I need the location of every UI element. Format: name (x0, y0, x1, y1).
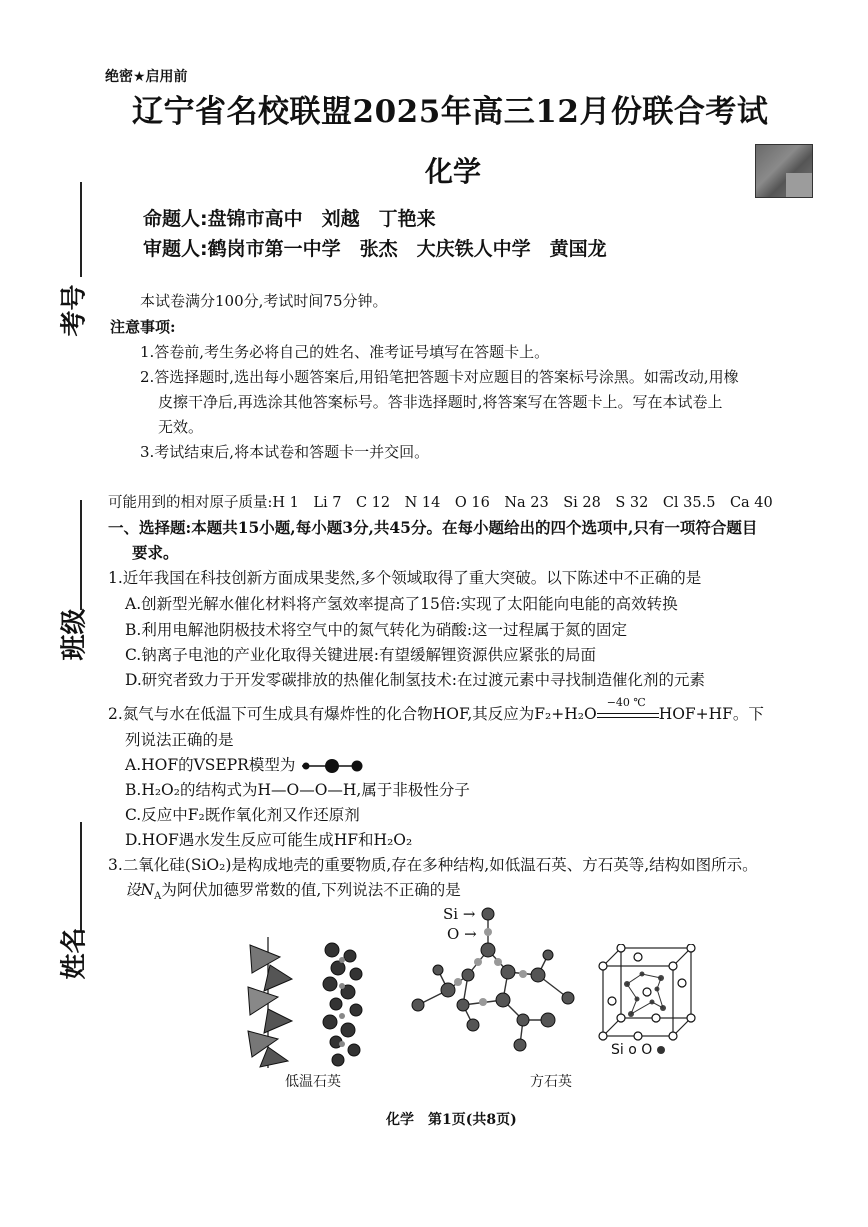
reaction-condition: −40 ℃ (606, 696, 646, 709)
reaction-arrow (597, 696, 659, 722)
name-line (80, 822, 82, 932)
exam-no-line (80, 182, 82, 277)
q3-stem-b-start: 设N (125, 881, 155, 899)
legend-o-dot (657, 1046, 665, 1054)
q1-stem: 1.近年我国在科技创新方面成果斐然,多个领域取得了重大突破。以下陈述中不正确的是 (108, 569, 702, 587)
q2-stem-start: 2.氮气与水在低温下可生成具有爆炸性的化合物HOF,其反应为F₂+H₂O (108, 705, 597, 723)
equals-bar-top (597, 713, 659, 714)
atomic-masses: 可能用到的相对原子质量:H 1 Li 7 C 12 N 14 O 16 Na 23 Si 28 S 32 Cl 35.5 Ca 40 (108, 495, 773, 511)
equals-bar-bottom (597, 717, 659, 718)
q1-option-c: C.钠离子电池的产业化取得关键进展:有望缓解锂资源供应紧张的局面 (125, 646, 596, 664)
q3-na-subscript: A (154, 891, 162, 903)
q2-stem-a (108, 696, 764, 724)
q2-option-d: D.HOF遇水发生反应可能生成HF和H₂O₂ (125, 831, 413, 849)
low-quartz-polyhedra (240, 935, 300, 1070)
notice-2a: 2.答选择题时,选出每小题答案后,用铅笔把答题卡对应题目的答案标号涂黑。如需改动,用橡 (140, 368, 739, 386)
legend-o: o O (628, 1042, 653, 1058)
q2-option-a-text: A.HOF的VSEPR模型为 (125, 756, 296, 774)
notice-title: 注意事项: (110, 318, 176, 336)
secret-mark: 绝密★启用前 (105, 69, 188, 85)
q3-stem-a: 3.二氧化硅(SiO₂)是构成地壳的重要物质,存在多种结构,如低温石英、方石英等,结构如图所示。 (108, 856, 758, 874)
q1-option-a: A.创新型光解水催化材料将产氢效率提高了15倍:实现了太阳能向电能的高效转换 (125, 595, 678, 613)
q2-option-c: C.反应中F₂既作氧化剂又作还原剂 (125, 806, 360, 824)
q2-stem-b: 列说法正确的是 (125, 731, 234, 749)
notice-3: 3.考试结束后,将本试卷和答题卡一并交回。 (140, 443, 430, 461)
notice-2b: 皮擦干净后,再选涂其他答案标号。答非选择题时,将答案写在答题卡上。写在本试卷上 (158, 393, 723, 411)
q3-stem-b-end: 为阿伏加德罗常数的值,下列说法不正确的是 (161, 881, 461, 899)
o-pointer-label: O → (447, 925, 477, 943)
notice-2c: 无效。 (158, 418, 204, 436)
q1-option-d: D.研究者致力于开发零碳排放的热催化制氢技术:在过渡元素中寻找制造催化剂的元素 (125, 671, 706, 689)
q2-option-a (125, 753, 366, 775)
q2-stem-end: HOF+HF。下 (658, 705, 764, 723)
vsepr-linear-model (300, 758, 366, 774)
exam-no-label: 考号 (59, 284, 90, 337)
caption-cristobalite: 方石英 (530, 1074, 572, 1090)
name-label: 姓名 (59, 927, 90, 980)
subject-title: 化学 (425, 155, 482, 188)
qr-code (755, 144, 813, 198)
si-pointer-label: Si → (443, 905, 476, 923)
caption-low-quartz: 低温石英 (285, 1074, 341, 1090)
score-time: 本试卷满分100分,考试时间75分钟。 (140, 292, 388, 310)
page-footer: 化学 第1页(共8页) (386, 1112, 517, 1128)
cristobalite-unit-cell (597, 944, 697, 1044)
q1-option-b: B.利用电解池阴极技术将空气中的氮气转化为硝酸:这一过程属于氮的固定 (125, 621, 628, 639)
si-label: Si (443, 905, 459, 923)
page-title: 辽宁省名校联盟2025年高三12月份联合考试 (132, 94, 769, 130)
cell-legend (611, 1042, 665, 1058)
reviewer-line: 审题人:鹤岗市第一中学 张杰 大庆铁人中学 黄国龙 (143, 238, 607, 260)
class-label: 班级 (59, 608, 90, 661)
q2-option-b: B.H₂O₂的结构式为H—O—O—H,属于非极性分子 (125, 781, 470, 799)
section1-title-b: 要求。 (132, 543, 179, 562)
cristobalite-network (408, 900, 578, 1060)
legend-si: Si (611, 1042, 624, 1058)
q3-stem-b (125, 878, 461, 902)
low-quartz-ball-model (312, 940, 372, 1070)
o-label: O (447, 925, 460, 943)
proposer-line: 命题人:盘锦市高中 刘越 丁艳来 (143, 208, 436, 230)
section1-title-a: 一、选择题:本题共15小题,每小题3分,共45分。在每小题给出的四个选项中,只有一项符合题目 (108, 518, 758, 537)
notice-1: 1.答卷前,考生务必将自己的姓名、准考证号填写在答题卡上。 (140, 343, 550, 361)
class-line (80, 500, 82, 610)
